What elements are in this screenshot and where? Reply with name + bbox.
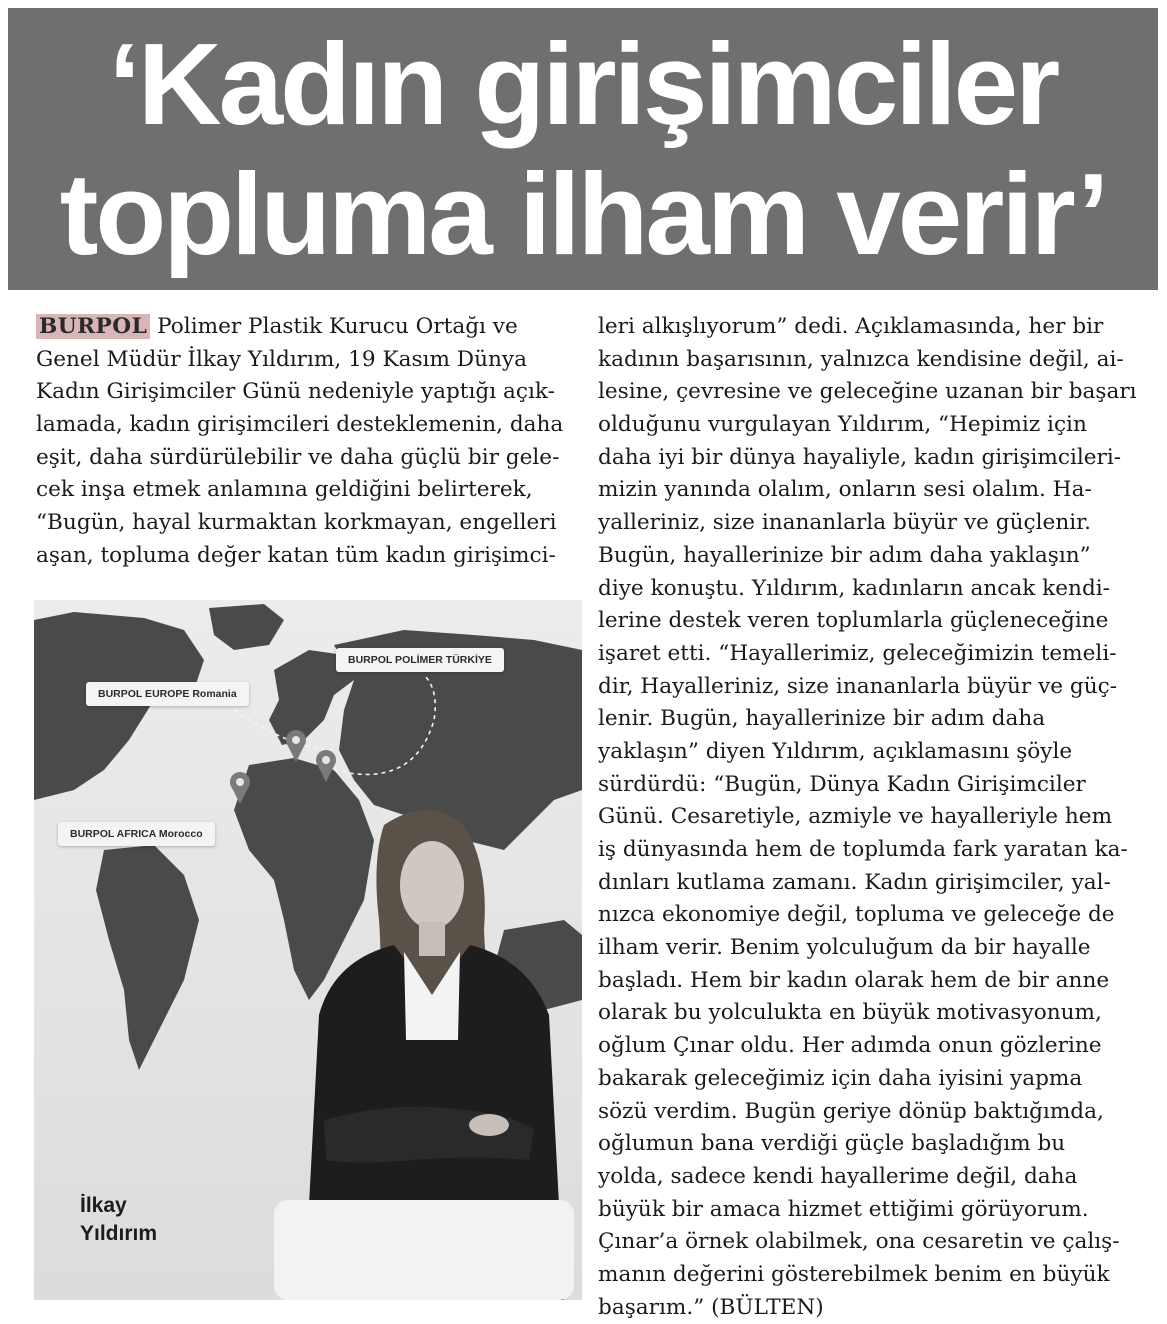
caption-line-2: Yıldırım: [80, 1222, 158, 1245]
article-column-left: [36, 311, 566, 573]
article-line: sözü verdim. Bugün geriye dönüp baktığımda,: [598, 1098, 1104, 1124]
map-label-turkiye: BURPOL POLİMER TÜRKİYE: [336, 648, 504, 672]
article-line: işaret etti. “Hayallerimiz, geleceğimizin temeli-: [598, 640, 1117, 666]
article-line: oğlumun bana verdiği güçle başladığım bu: [598, 1131, 1066, 1157]
article-line: BURPOL Polimer Plastik Kurucu Ortağı ve: [36, 311, 566, 344]
company-tag: BURPOL: [36, 314, 150, 339]
article-line: dınları kutlama zamanı. Kadın girişimciler, yal-: [598, 869, 1111, 895]
article-line: nızca ekonomiye değil, topluma ve geleceğe de: [598, 902, 1115, 928]
article-line: cek inşa etmek anlamına geldiğini belirterek,: [36, 477, 533, 503]
article-line: olduğunu vurgulayan Yıldırım, “Hepimiz için: [598, 412, 1087, 438]
article-line: lamada, kadın girişimcileri desteklemenin, daha: [36, 412, 564, 438]
article-line: sürdürdü: “Bugün, Dünya Kadın Girişimciler: [598, 771, 1086, 797]
article-line: büyük bir amaca hizmet ettiğimi görüyorum.: [598, 1196, 1089, 1222]
article-line: yolda, sadece kendi hayallerime değil, daha: [598, 1163, 1078, 1189]
article-line: leri alkışlıyorum” dedi. Açıklamasında, her bir: [598, 314, 1104, 339]
article-line: lerine destek veren toplumlarla güçleneceğine: [598, 608, 1109, 634]
caption-line-1: İlkay: [80, 1194, 127, 1217]
headline-band: [8, 8, 1158, 290]
article-line: lenir. Bugün, hayallerinize bir adım daha: [598, 706, 1046, 732]
article-line: Günü. Cesaretiyle, azmiyle ve hayalleriyle hem: [598, 804, 1113, 830]
article-line: “Bugün, hayal kurmaktan korkmayan, engelleri: [36, 510, 557, 536]
map-label-africa: BURPOL AFRICA Morocco: [58, 822, 215, 846]
article-line: kadının başarısının, yalnızca kendisine değil, ai-: [598, 346, 1124, 372]
headline-line-2: topluma ilham verir’: [59, 149, 1107, 279]
article-line: lesine, çevresine ve geleceğine uzanan bir başarı: [598, 379, 1137, 405]
article-line: eşit, daha sürdürülebilir ve daha güçlü bir gele-: [36, 444, 560, 470]
article-column-right: [598, 311, 1137, 1324]
article-line: Bugün, hayallerinize bir adım daha yaklaşın”: [598, 542, 1091, 568]
article-line: iş dünyasında hem de toplumda fark yaratan ka-: [598, 837, 1128, 862]
article-line: daha iyi bir dünya hayaliyle, kadın girişimcileri-: [598, 444, 1122, 470]
article-line: aşan, topluma değer katan tüm kadın girişimci-: [36, 542, 556, 568]
article-line: Çınar’a örnek olabilmek, ona cesaretin ve çalış-: [598, 1229, 1120, 1255]
article-line: başladı. Hem bir kadın olarak hem de bir anne: [598, 967, 1110, 993]
article-line: bakarak geleceğimiz için daha iyisini yapma: [598, 1065, 1083, 1091]
article-line: mizin yanında olalım, onların sesi olalım. Ha-: [598, 477, 1092, 503]
article-line: başarım.” (BÜLTEN): [598, 1294, 824, 1320]
article-line: yaklaşın” diyen Yıldırım, açıklamasını şöyle: [598, 738, 1073, 764]
article-line: olarak bu yolculukta en büyük motivasyonum,: [598, 1000, 1102, 1026]
photo-caption: [80, 1192, 157, 1248]
map-label-europe: BURPOL EUROPE Romania: [86, 682, 249, 706]
article-line: Genel Müdür İlkay Yıldırım, 19 Kasım Dünya: [36, 346, 527, 372]
article-line: ilham verir. Benim yolculuğum da bir hayalle: [598, 935, 1091, 961]
article-line: oğlum Çınar oldu. Her adımda onun gözlerine: [598, 1033, 1102, 1059]
article-line: manın değerini gösterebilmek benim en büyük: [598, 1261, 1110, 1287]
article-line: diye konuştu. Yıldırım, kadınların ancak kendi-: [598, 575, 1110, 601]
article-line: Kadın Girişimciler Günü nedeniyle yaptığı açık-: [36, 379, 555, 405]
headline-line-1: ‘Kadın girişimciler: [108, 19, 1058, 149]
article-line: yalleriniz, size inananlarla büyür ve güçlenir.: [598, 510, 1091, 536]
article-line: dir, Hayalleriniz, size inananlarla büyür ve güç-: [598, 673, 1118, 699]
